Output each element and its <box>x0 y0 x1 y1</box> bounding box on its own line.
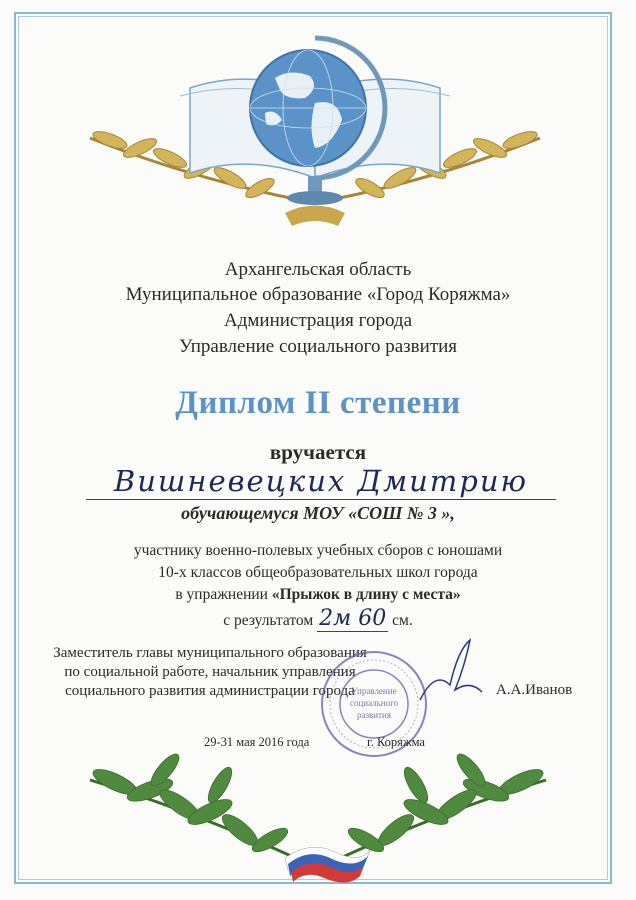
city: г. Коряжма <box>367 735 425 749</box>
description-line-1: участнику военно-полевых учебных сборов с юношами <box>133 542 503 559</box>
laurel-flag-ornament-icon <box>70 740 566 890</box>
svg-text:Управление: Управление <box>351 686 397 696</box>
signer-title-line-2: по социальной работе, начальник управления <box>64 664 356 680</box>
svg-text:развития: развития <box>356 710 392 720</box>
result-line <box>0 606 636 631</box>
recipient-name: Вишневецких Дмитрию <box>113 464 529 498</box>
description-line-3 <box>0 586 636 604</box>
result-prefix: с результатом <box>223 612 318 629</box>
student-line: обучающемуся МОУ «СОШ № 3 », <box>181 503 455 523</box>
signer-name: А.А.Иванов <box>496 682 573 698</box>
result-unit: см. <box>388 612 413 629</box>
signer-title-line-1: Заместитель главы муниципального образования <box>53 645 367 661</box>
org-region: Архангельская область <box>224 259 412 280</box>
org-municipality: Муниципальное образование «Город Коряжма» <box>125 284 511 305</box>
globe-book-emblem-icon <box>70 28 560 238</box>
result-value: 2м 60 <box>319 606 387 631</box>
exercise-prefix: в упражнении <box>175 586 272 603</box>
description-line-2: 10-х классов общеобразовательных школ города <box>158 564 478 581</box>
org-administration: Администрация города <box>223 310 412 331</box>
diploma-title: Диплом II степени <box>175 385 461 421</box>
exercise-name: «Прыжок в длину с места» <box>271 586 461 603</box>
signer-title-line-3: социального развития администрации города <box>65 683 355 699</box>
org-department: Управление социального развития <box>178 336 458 357</box>
name-underline <box>86 499 556 500</box>
awarded-label: вручается <box>269 440 367 464</box>
handwritten-signature-icon <box>410 630 490 710</box>
svg-text:социального: социального <box>349 698 399 708</box>
event-date: 29-31 мая 2016 года <box>204 735 310 749</box>
